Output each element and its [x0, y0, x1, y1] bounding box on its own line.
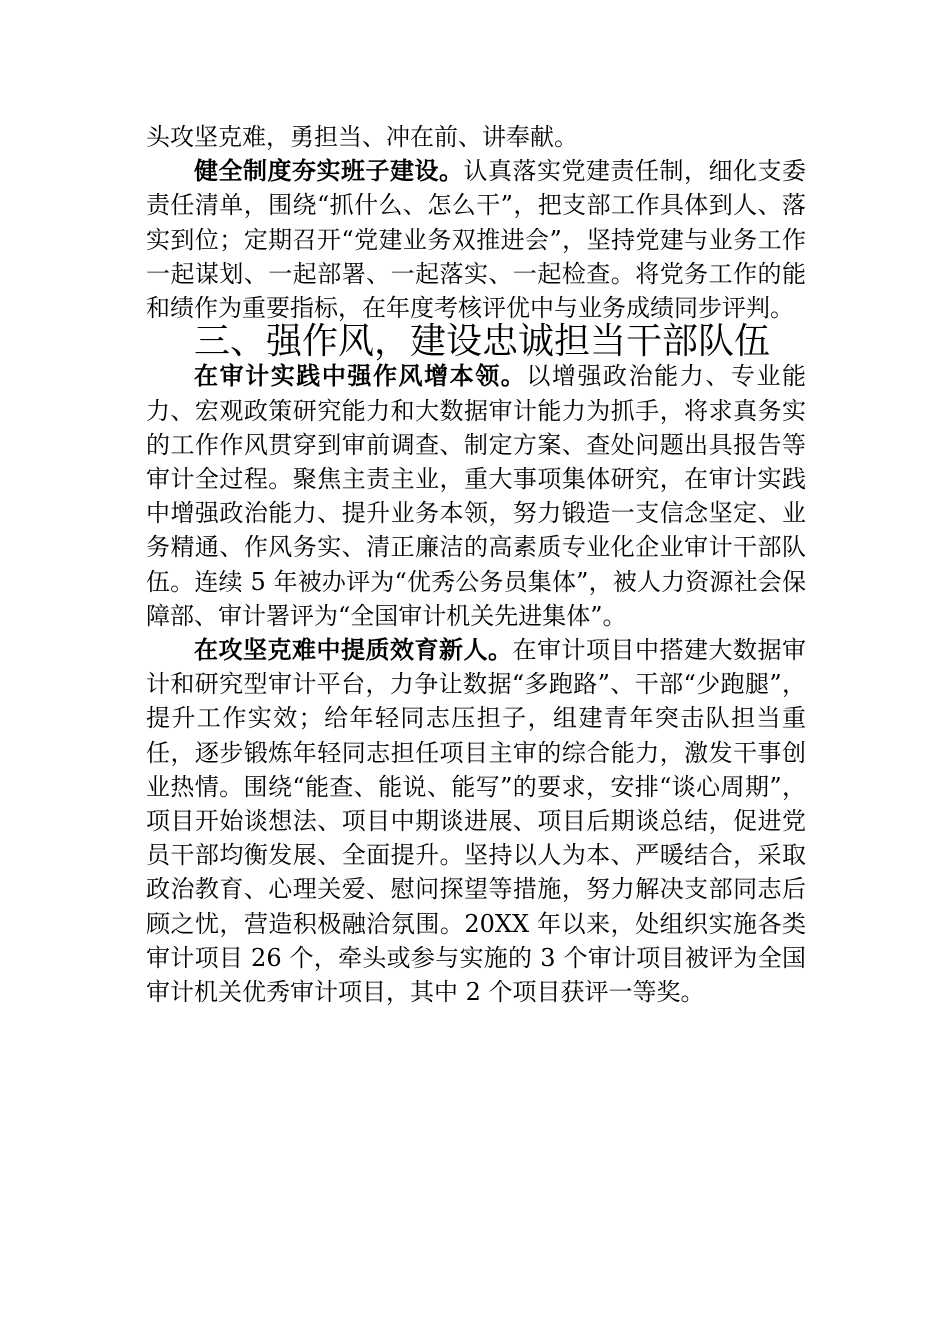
- document-page: [146, 120, 806, 1009]
- paragraph-lead: 在攻坚克难中提质效育新人。: [194, 636, 513, 665]
- paragraph-system-building: [146, 154, 806, 325]
- paragraph-quality-efficiency: [146, 633, 806, 1009]
- paragraph-lead: 健全制度夯实班子建设。: [194, 157, 464, 186]
- paragraph-text: 在审计项目中搭建大数据审计和研究型审计平台，力争让数据“多跑路”、干部“少跑腿”，提升工作实效；给年轻同志压担子，组建青年突击队担当重任，逐步锻炼年轻同志担任项目主审的综合能力，激发干事创业热情。围绕“能查、能说、能写”的要求，安排“谈心周期”，项目开始谈想法、项目中期谈进展、项目后期谈总结，促进党员干部均衡发展、全面提升。坚持以人为本、严暖结合，采取政治教育、心理关爱、慰问探望等措施，努力解决支部同志后顾之忧，营造积极融洽氛围。20XX 年以来，处组织实施各类审计项目 26 个，牵头或参与实施的 3 个审计项目被评为全国审计机关优秀审计项目，其中 2 个项目获评一等奖。: [146, 636, 806, 1007]
- paragraph-text: 以增强政治能力、专业能力、宏观政策研究能力和大数据审计能力为抓手，将求真务实的工作作风贯穿到审前调查、制定方案、查处问题出具报告等审计全过程。聚焦主责主业，重大事项集体研究，在审计实践中增强政治能力、提升业务本领，努力锻造一支信念坚定、业务精通、作风务实、清正廉洁的高素质专业化企业审计干部队伍。连续 5 年被办评为“优秀公务员集体”，被人力资源社会保障部、审计署评为“全国审计机关先进集体”。: [146, 362, 807, 630]
- paragraph-text: 头攻坚克难，勇担当、冲在前、讲奉献。: [146, 123, 578, 151]
- paragraph-text: 认真落实党建责任制，细化支委责任清单，围绕“抓什么、怎么干”，把支部工作具体到人、落实到位；定期召开“党建业务双推进会”，坚持党建与业务工作一起谋划、一起部署、一起落实、一起检查。将党务工作的能和绩作为重要指标，在年度考核评优中与业务成绩同步评判。: [146, 157, 806, 323]
- paragraph-lead: 在审计实践中强作风增本领。: [194, 362, 527, 391]
- paragraph-audit-practice: [146, 359, 806, 633]
- paragraph-continuation: [146, 120, 806, 154]
- section-heading: 三、强作风，建设忠诚担当干部队伍: [194, 321, 771, 363]
